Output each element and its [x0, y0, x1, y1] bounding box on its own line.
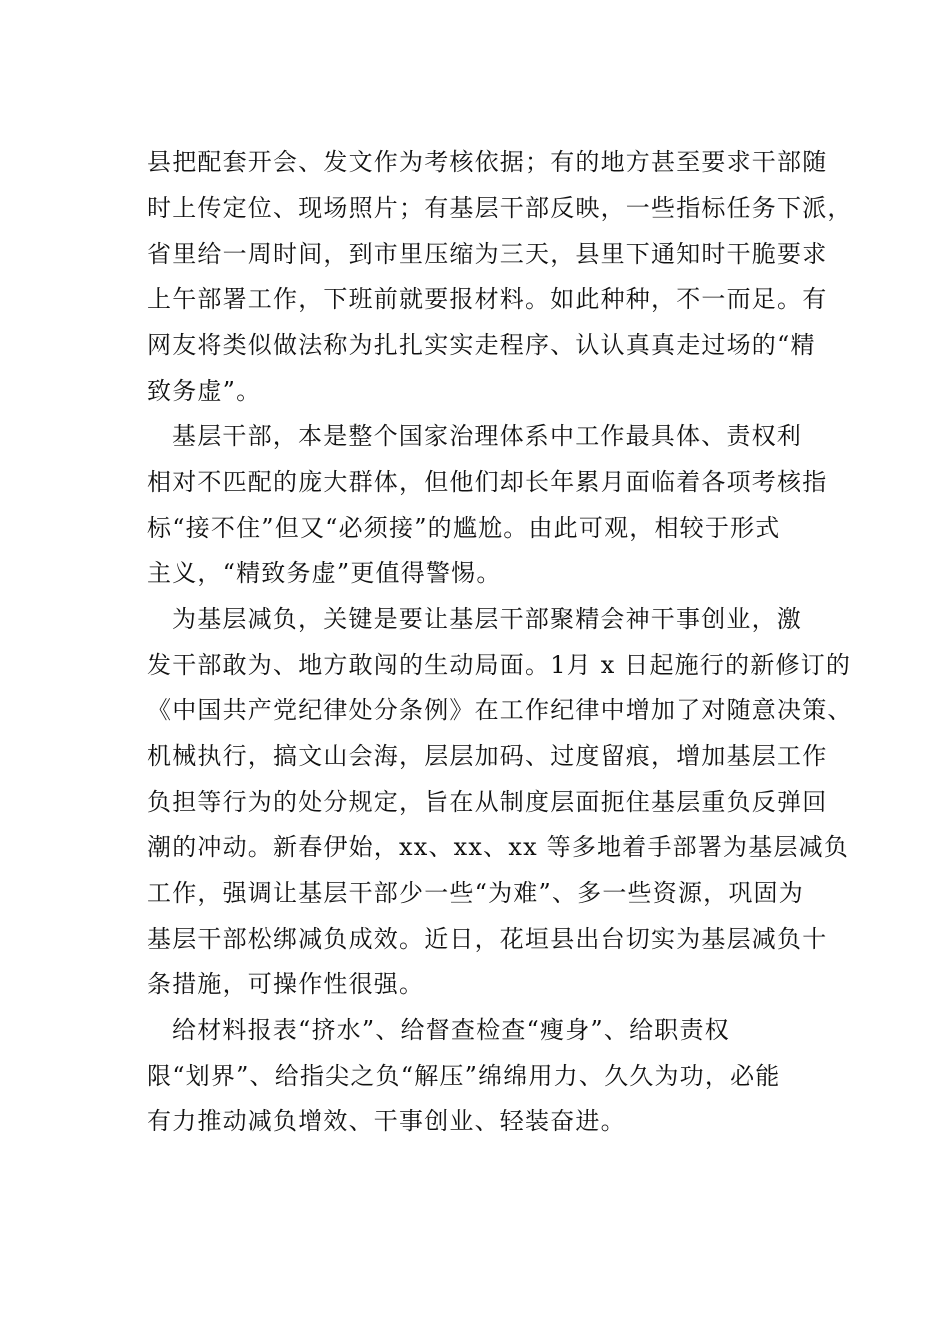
text-line: 主义，“精致务虚”更值得警惕。	[147, 559, 502, 587]
text-line: 为基层减负，关键是要让基层干部聚精会神干事创业，激	[172, 605, 802, 633]
text-line: 发干部敢为、地方敢闯的生动局面。1月 x 日起施行的新修订的	[147, 651, 852, 679]
text-line: 致务虚”。	[147, 377, 262, 405]
text-line: 限“划界”、给指尖之负“解压”绵绵用力、久久为功，必能	[147, 1062, 781, 1090]
text-line: 基层干部松绑减负成效。近日，花垣县出台切实为基层减负十	[147, 925, 828, 953]
text-line: 给材料报表“挤水”、给督查检查“瘦身”、给职责权	[172, 1016, 730, 1044]
text-line: 机械执行，搞文山会海，层层加码、过度留痕，增加基层工作	[147, 742, 828, 770]
text-line: 上午部署工作，下班前就要报材料。如此种种，不一而足。有	[147, 285, 828, 313]
text-line: 标“接不住”但又“必须接”的尴尬。由此可观，相较于形式	[147, 514, 781, 542]
text-line: 基层干部，本是整个国家治理体系中工作最具体、责权利	[172, 422, 802, 450]
text-line: 时上传定位、现场照片；有基层干部反映，一些指标任务下派，	[147, 194, 853, 222]
text-line: 工作，强调让基层干部少一些“为难”、多一些资源，巩固为	[147, 879, 804, 907]
text-line: 省里给一周时间，到市里压缩为三天，县里下通知时干脆要求	[147, 240, 828, 268]
text-line: 负担等行为的处分规定，旨在从制度层面扼住基层重负反弹回	[147, 788, 828, 816]
text-line: 条措施，可操作性很强。	[147, 970, 425, 998]
text-line: 潮的冲动。新春伊始，xx、xx、xx 等多地着手部署为基层减负	[147, 833, 850, 861]
text-line: 网友将类似做法称为扎扎实实走程序、认认真真走过场的“精	[147, 331, 816, 359]
text-line: 有力推动减负增效、干事创业、轻装奋进。	[147, 1107, 626, 1135]
text-line: 县把配套开会、发文作为考核依据；有的地方甚至要求干部随	[147, 148, 828, 176]
text-line: 《中国共产党纪律处分条例》在工作纪律中增加了对随意决策、	[147, 696, 853, 724]
text-line: 相对不匹配的庞大群体，但他们却长年累月面临着各项考核指	[147, 468, 828, 496]
